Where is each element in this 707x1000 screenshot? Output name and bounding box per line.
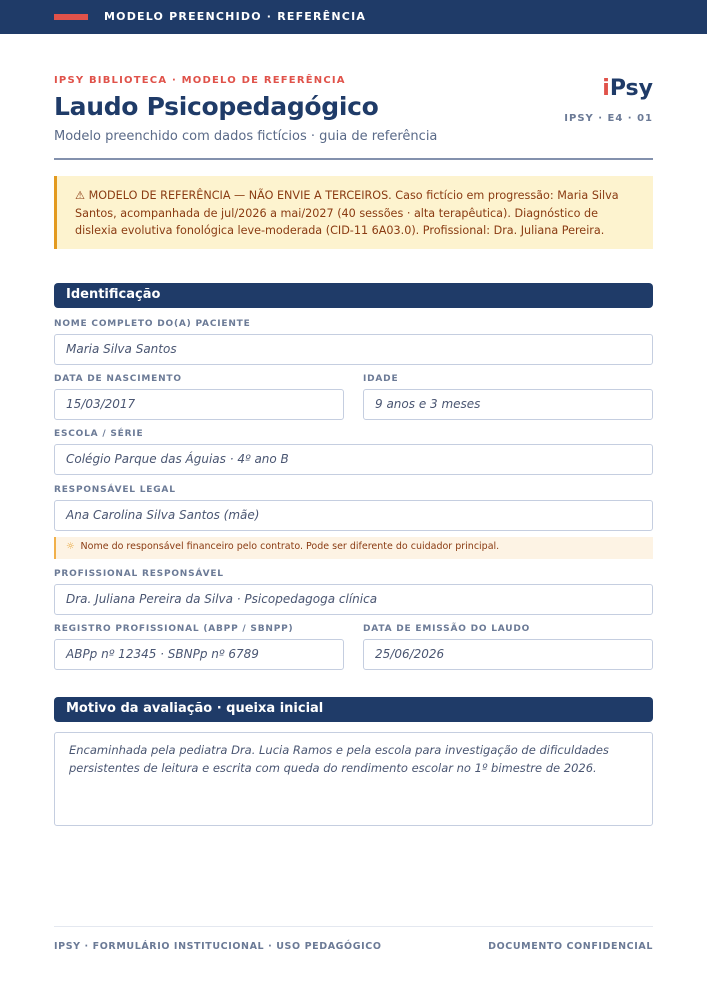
idade-label: IDADE — [363, 374, 399, 384]
escola-field[interactable]: Colégio Parque das Águias · 4º ano B — [54, 444, 653, 475]
responsavel-field[interactable]: Ana Carolina Silva Santos (mãe) — [54, 500, 653, 531]
nascimento-label: DATA DE NASCIMENTO — [54, 374, 182, 384]
lightbulb-icon: ☼ — [66, 541, 75, 552]
top-bar-label: MODELO PREENCHIDO · REFERÊNCIA — [104, 10, 367, 23]
brand-logo — [602, 76, 653, 101]
top-bar — [0, 0, 707, 34]
nome-field[interactable]: Maria Silva Santos — [54, 334, 653, 365]
idade-field[interactable]: 9 anos e 3 meses — [363, 389, 653, 420]
responsavel-label: RESPONSÁVEL LEGAL — [54, 485, 176, 495]
nome-label: NOME COMPLETO DO(A) PACIENTE — [54, 319, 251, 329]
page-subtitle: Modelo preenchido com dados fictícios · guia de referência — [54, 129, 438, 144]
top-bar-accent — [54, 14, 88, 20]
responsavel-hint — [54, 537, 653, 559]
footer-right-text: DOCUMENTO CONFIDENCIAL — [488, 941, 653, 952]
section-header-motivo: Motivo da avaliação · queixa inicial — [54, 697, 653, 722]
section-header-identificacao: Identificação — [54, 283, 653, 308]
escola-label: ESCOLA / SÉRIE — [54, 429, 144, 439]
header-divider — [54, 158, 653, 160]
motivo-textarea[interactable]: Encaminhada pela pediatra Dra. Lucia Ramos e pela escola para investigação de dificuldades persistentes de leitura e escrita com queda do rendimento escolar no 1º bimestre de 2026. — [54, 732, 653, 826]
brand-logo-rest: Psy — [609, 76, 653, 101]
page-title: Laudo Psicopedagógico — [54, 92, 379, 121]
brand-logo-i: i — [602, 76, 610, 101]
emissao-field[interactable]: 25/06/2026 — [363, 639, 653, 670]
profissional-field[interactable]: Dra. Juliana Pereira da Silva · Psicopedagoga clínica — [54, 584, 653, 615]
header-eyebrow: IPSY BIBLIOTECA · MODELO DE REFERÊNCIA — [54, 75, 346, 86]
emissao-label: DATA DE EMISSÃO DO LAUDO — [363, 624, 531, 634]
responsavel-hint-text: Nome do responsável financeiro pelo contrato. Pode ser diferente do cuidador principal. — [80, 541, 500, 552]
registro-label: REGISTRO PROFISSIONAL (ABPP / SBNPP) — [54, 624, 294, 634]
warning-icon: ⚠ — [75, 189, 86, 202]
nascimento-field[interactable]: 15/03/2017 — [54, 389, 344, 420]
profissional-label: PROFISSIONAL RESPONSÁVEL — [54, 569, 224, 579]
footer-left-text: IPSY · FORMULÁRIO INSTITUCIONAL · USO PEDAGÓGICO — [54, 941, 382, 952]
reference-notice — [54, 176, 653, 249]
registro-field[interactable]: ABPp nº 12345 · SBNPp nº 6789 — [54, 639, 344, 670]
document-code: IPSY · E4 · 01 — [564, 113, 653, 124]
reference-notice-text: MODELO DE REFERÊNCIA — NÃO ENVIE A TERCEIROS. Caso fictício em progressão: Maria Silva Santos, acompanhada de jul/2026 a mai/2027 (40 sessões · alta terapêutica). Diagnóstico de dislexia evolutiva fonológica leve-moderada (CID-11 6A03.0). Profissional: Dra. Juliana Pereira. — [75, 189, 619, 237]
footer-divider — [54, 926, 653, 927]
